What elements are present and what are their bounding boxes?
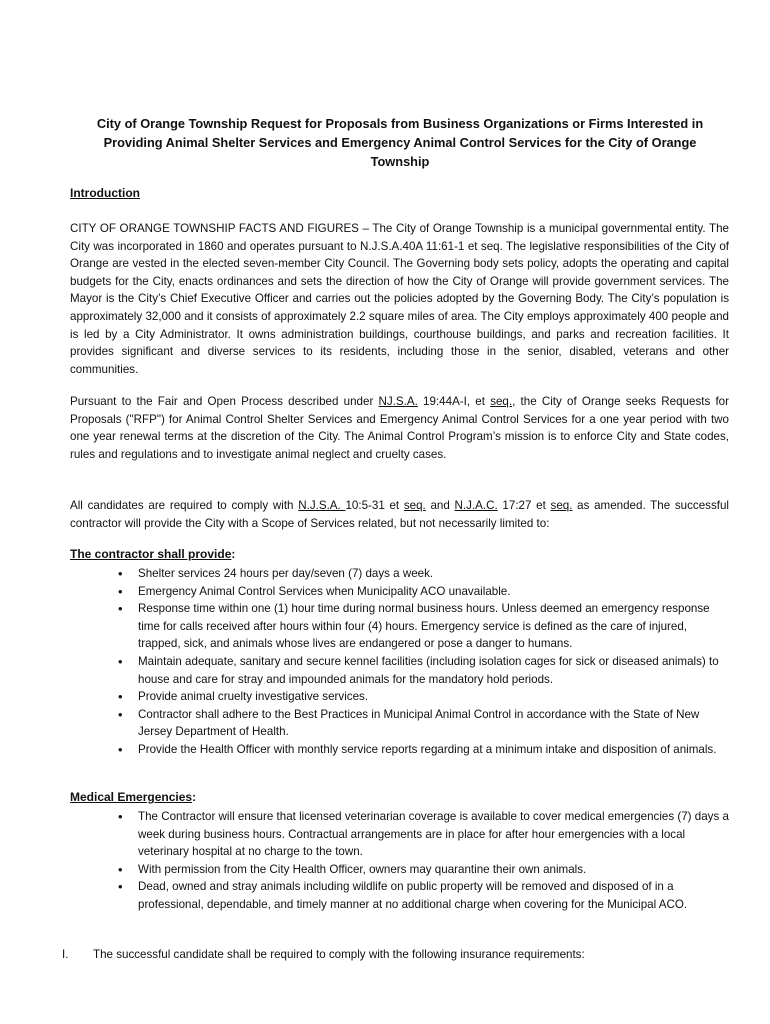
statute-reference: NJ.S.A. [378, 395, 418, 408]
intro-paragraph: CITY OF ORANGE TOWNSHIP FACTS AND FIGURES – The City of Orange Township is a municipal governmental entity. The City was incorporated in 1860 and operates pursuant to N.J.S.A.40A 11:61-1 et seq. The legislative responsibilities of the City of Orange are vested in the elected seven-member City Council. The Governing body sets policy, adopts the operating and capital budgets for the City, enacts ordinances and sets the direction of how the City of Orange will provide government services. The Mayor is the City’s Chief Executive Officer and carries out the policies adopted by the Governing Body. The City’s population is approximately 32,000 and it consists of approximately 2.2 square miles of area. The City employs approximately 400 people and is led by a City Administrator. It owns administration buildings, courthouse buildings, and parks and recreation facilities. It provides significant and diverse services to its residents, including those in the senior, disabled, veterans and other communities. [70, 222, 729, 376]
introduction-heading: Introduction [70, 186, 140, 200]
document-title [70, 114, 730, 171]
list-item: • Response time within one (1) hour time during normal business hours. Unless deemed an emergency response time for calls received after hours within four (4) hours. Emergency service is defined as the care of injured, trapped, sick, and animals whose lives are endangered or pose a danger to humans. [138, 600, 730, 653]
list-item: • Maintain adequate, sanitary and secure kennel facilities (including isolation cages for sick or diseased animals) to house and care for stray and impounded animals for the mandatory hold periods. [138, 653, 730, 688]
njac-reference: N.J.A.C. [454, 499, 498, 512]
list-item: • Emergency Animal Control Services when Municipality ACO unavailable. [138, 583, 730, 601]
contractor-heading-wrap [70, 547, 235, 561]
list-item: • Shelter services 24 hours per day/seven (7) days a week. [138, 565, 730, 583]
seq-reference: seq. [490, 395, 513, 408]
pursuant-text-3: , the City of Orange seeks Requests for Proposals ("RFP") for Animal Control Shelter Services and Emergency Animal Control Services for a one year period with two one year renewal terms at the discretion of the City. The Animal Control Program’s mission is to enforce City and State codes, rules and regulations and to investigate animal neglect and cruelty cases. [70, 395, 729, 461]
list-item: • Provide the Health Officer with monthly service reports regarding at a minimum intake and disposition of animals. [138, 741, 730, 759]
list-item: • Dead, owned and stray animals including wildlife on public property will be removed and disposed of in a professional, dependable, and timely manner at no additional charge when covering for the Municipal ACO. [138, 878, 730, 913]
candidates-text-4: 17:27 et [497, 499, 551, 512]
contractor-list [138, 565, 730, 759]
list-item: • With permission from the City Health Officer, owners may quarantine their own animals. [138, 861, 730, 879]
pursuant-text-1: Pursuant to the Fair and Open Process described under [70, 395, 379, 408]
section-numeral: I. [62, 948, 69, 961]
seq-reference-1: seq. [403, 499, 426, 512]
medical-heading-colon: : [192, 790, 197, 804]
title-line-3: Township [370, 154, 430, 169]
medical-heading: Medical Emergencies [70, 790, 193, 804]
pursuant-paragraph [70, 393, 729, 463]
medical-heading-wrap [70, 790, 196, 804]
list-item: • Contractor shall adhere to the Best Practices in Municipal Animal Control in accordance with the State of New Jersey Department of Health. [138, 706, 730, 741]
list-item: • The Contractor will ensure that licensed veterinarian coverage is available to cover medical emergencies (7) days a week during business hours. Contractual arrangements are in place for after hour emergencies with a local veterinary hospital at no charge to the town. [138, 808, 730, 861]
pursuant-text-2: 19:44A-I, et [417, 395, 491, 408]
contractor-heading-colon: : [231, 547, 236, 561]
medical-list [138, 808, 730, 914]
candidates-text-2: 10:5-31 et [345, 499, 404, 512]
njsa-reference: N.J.S.A. [298, 499, 346, 512]
candidates-text-1: All candidates are required to comply with [70, 499, 299, 512]
title-line-2: Providing Animal Shelter Services and Emergency Animal Control Services for the City of Orange [103, 135, 697, 150]
title-line-1: City of Orange Township Request for Proposals from Business Organizations or Firms Interested in [96, 116, 704, 131]
contractor-heading: The contractor shall provide [70, 547, 232, 561]
candidates-paragraph [70, 497, 729, 532]
section-text: The successful candidate shall be required to comply with the following insurance requirements: [93, 948, 585, 961]
seq-reference-2: seq. [550, 499, 573, 512]
candidates-text-5: as amended. The successful contractor will provide the City with a Scope of Services related, but not necessarily limited to: [70, 499, 729, 530]
candidates-text-3: and [425, 499, 455, 512]
list-item: • Provide animal cruelty investigative services. [138, 688, 730, 706]
